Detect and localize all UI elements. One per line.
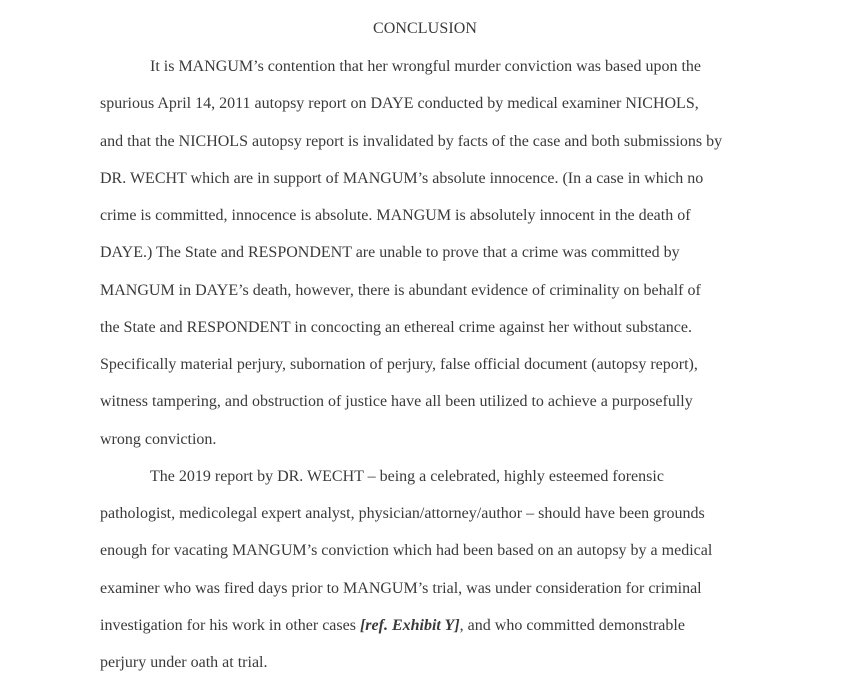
- paragraph-line: witness tampering, and obstruction of justice have all been utilized to achieve a purposefully: [100, 393, 693, 410]
- paragraph-line: DR. WECHT which are in support of MANGUM’s absolute innocence. (In a case in which no: [100, 170, 704, 187]
- paragraph-line: Specifically material perjury, subornation of perjury, false official document (autopsy report),: [100, 356, 698, 373]
- paragraph-line: and that the NICHOLS autopsy report is invalidated by facts of the case and both submissions by: [100, 133, 723, 150]
- paragraph-line: examiner who was fired days prior to MANGUM’s trial, was under consideration for criminal: [100, 580, 702, 597]
- paragraph-line: enough for vacating MANGUM’s conviction which had been based on an autopsy by a medical: [100, 542, 713, 559]
- exhibit-reference: [ref. Exhibit Y]: [359, 617, 460, 634]
- section-heading: CONCLUSION: [372, 20, 478, 37]
- paragraph-line: It is MANGUM’s contention that her wrongful murder conviction was based upon the: [150, 58, 702, 75]
- paragraph-line: spurious April 14, 2011 autopsy report on DAYE conducted by medical examiner NICHOLS,: [100, 95, 699, 112]
- paragraph-line: DAYE.) The State and RESPONDENT are unable to prove that a crime was committed by: [100, 244, 680, 261]
- paragraph-line: MANGUM in DAYE’s death, however, there is abundant evidence of criminality on behalf of: [100, 282, 701, 299]
- paragraph-line: wrong conviction.: [100, 431, 217, 448]
- paragraph-line: crime is committed, innocence is absolute. MANGUM is absolutely innocent in the death of: [100, 207, 691, 224]
- paragraph-line: perjury under oath at trial.: [100, 654, 268, 671]
- paragraph-line: The 2019 report by DR. WECHT – being a celebrated, highly esteemed forensic: [150, 468, 664, 485]
- paragraph-line: [100, 616, 685, 636]
- paragraph-line: pathologist, medicolegal expert analyst, physician/attorney/author – should have been grounds: [100, 505, 705, 522]
- paragraph-line: the State and RESPONDENT in concocting an ethereal crime against her without substance.: [100, 319, 692, 336]
- line-text: investigation for his work in other cases: [100, 617, 360, 634]
- line-text: , and who committed demonstrable: [459, 617, 685, 634]
